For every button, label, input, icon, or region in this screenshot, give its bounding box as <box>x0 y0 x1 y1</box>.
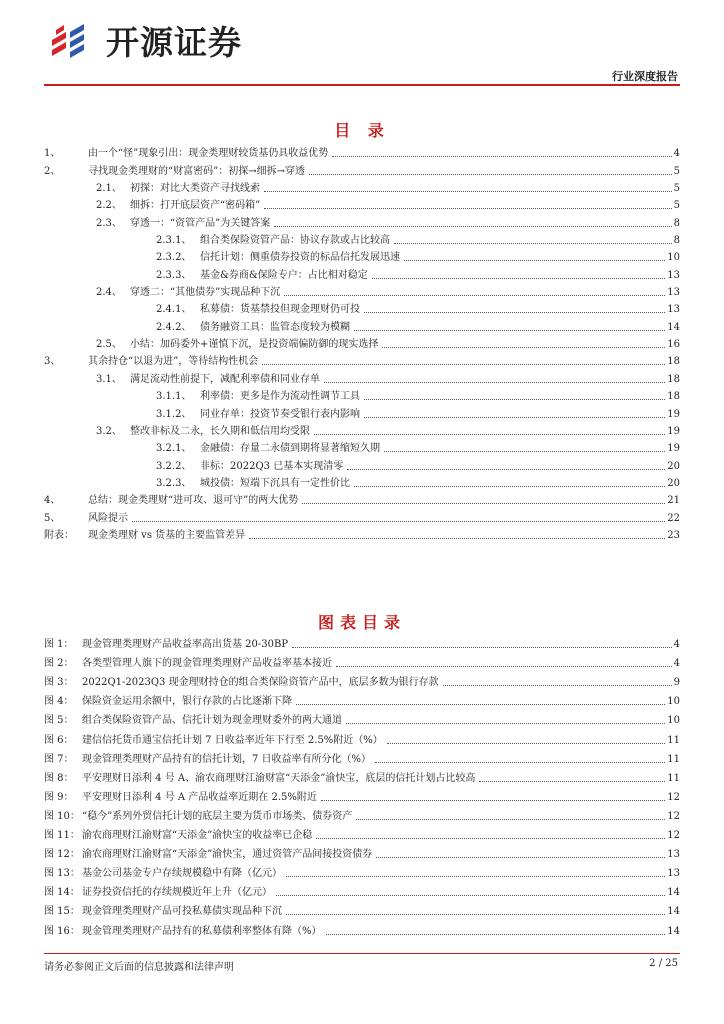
toc-entry-page: 19 <box>667 408 680 420</box>
dot-leader <box>332 156 671 157</box>
toc-entry-page: 5 <box>673 183 680 195</box>
dot-leader <box>372 278 665 279</box>
figure-entry-text: 建信信托货币通宝信托计划 7 日收益率近年下行至 2.5%附近（%） <box>82 734 383 746</box>
figure-entry-text: 平安理财日添利 4 号 A 产品收益率近期在 2.5%附近 <box>82 791 317 803</box>
dot-leader <box>384 451 665 452</box>
figure-entry-text: 现金管理类理财产品可投私募债实现品种下沉 <box>82 906 282 918</box>
dot-leader <box>375 762 665 763</box>
toc-entry-number: 2.1、 <box>96 183 122 195</box>
toc-entry-page: 21 <box>667 495 680 507</box>
toc-entry[interactable] <box>44 212 680 229</box>
toc-entry-number: 2.5、 <box>96 339 122 351</box>
figure-entry-page: 4 <box>673 639 680 651</box>
toc-entry-text: 金融债：存量二永债到期将显著缩短久期 <box>200 443 380 455</box>
figure-entry-text: 现金管理类理财产品持有的私募债利率整体有降（%） <box>82 925 322 937</box>
figure-entry[interactable] <box>44 861 680 880</box>
figure-entry[interactable] <box>44 689 680 708</box>
figure-entry-number: 图 11： <box>44 830 80 842</box>
toc-entry[interactable] <box>44 421 680 438</box>
dot-leader <box>356 819 665 820</box>
toc-entry-text: 信托计划：侧重债券投资的标品信托发展迅速 <box>200 252 400 264</box>
toc-entry[interactable] <box>44 403 680 420</box>
toc-entry[interactable] <box>44 473 680 490</box>
figure-entry[interactable] <box>44 880 680 899</box>
toc-entry[interactable] <box>44 334 680 351</box>
dot-leader <box>132 521 665 522</box>
toc-entry-page: 5 <box>673 165 680 177</box>
dot-leader <box>354 486 665 487</box>
figure-entry-number: 图 12： <box>44 849 80 861</box>
toc-entry-page: 19 <box>667 443 680 455</box>
toc-entry-page: 13 <box>667 287 680 299</box>
toc-entry-number: 5、 <box>44 512 61 524</box>
toc-entry-number: 2.2、 <box>96 200 122 212</box>
figure-entry-number: 图 15： <box>44 906 80 918</box>
toc-entry-page: 18 <box>667 391 680 403</box>
toc-entry-text: 细拆：打开底层资产“密码箱” <box>130 200 261 212</box>
toc-entry-text: 非标：2022Q3 已基本实现清零 <box>200 460 344 472</box>
toc-entry-number: 2.4、 <box>96 287 122 299</box>
figures-title: 图表目录 <box>317 613 406 632</box>
dot-leader <box>309 174 672 175</box>
toc-entry-text: 现金类理财 vs 货基的主要监管差异 <box>88 529 246 541</box>
figure-entry-page: 14 <box>667 925 680 937</box>
toc-entry[interactable] <box>44 386 680 403</box>
toc-entry-number: 2.4.2、 <box>156 321 192 333</box>
toc-entry-number: 1、 <box>44 148 61 160</box>
dot-leader <box>314 434 665 435</box>
dot-leader <box>296 704 665 705</box>
toc-entry-number: 3.1、 <box>96 373 122 385</box>
figure-entry-page: 12 <box>667 791 680 803</box>
toc-entry-page: 13 <box>667 269 680 281</box>
figure-entry-number: 图 1： <box>44 639 74 651</box>
figure-entry-number: 图 7： <box>44 753 74 765</box>
dot-leader <box>284 295 665 296</box>
dot-leader <box>286 914 665 915</box>
toc-entry[interactable] <box>44 264 680 281</box>
toc-entry-number: 2.3.2、 <box>156 252 192 264</box>
toc-entry-text: 穿透二：“其他债券”实现品种下沉 <box>130 287 281 299</box>
toc-entry[interactable] <box>44 160 680 177</box>
dot-leader <box>443 685 672 686</box>
figure-entry-number: 图 6： <box>44 734 74 746</box>
toc-entry-number: 2.4.1、 <box>156 304 192 316</box>
header-divider <box>44 84 680 86</box>
figure-entry-number: 图 16： <box>44 925 80 937</box>
toc-entry-text: 私募债：货基禁投但现金理财仍可投 <box>200 304 360 316</box>
figure-entry-page: 10 <box>667 696 680 708</box>
figure-entry-text: 证券投资信托的存续规模近年上升（亿元） <box>82 887 272 899</box>
figure-entry-number: 图 13： <box>44 868 80 880</box>
figure-entry-number: 图 3： <box>44 677 74 689</box>
dot-leader <box>382 347 665 348</box>
figure-entry-text: 保险资金运用余额中，银行存款的占比逐渐下降 <box>82 696 292 708</box>
toc-entry-number: 2.3.1、 <box>156 235 192 247</box>
figure-entry-number: 图 14： <box>44 887 80 899</box>
toc-entry[interactable] <box>44 247 680 264</box>
toc-entry-page: 10 <box>667 252 680 264</box>
dot-leader <box>324 382 665 383</box>
figure-entry[interactable] <box>44 785 680 804</box>
toc-entry[interactable] <box>44 438 680 455</box>
toc-title: 目 录 <box>334 121 390 140</box>
figure-entry-number: 图 5： <box>44 715 74 727</box>
toc-entry[interactable] <box>44 178 680 195</box>
toc-entry-text: 城投债：短端下沉具有一定性价比 <box>200 477 350 489</box>
dot-leader <box>354 330 665 331</box>
dot-leader <box>364 399 665 400</box>
figure-entry-page: 10 <box>667 715 680 727</box>
toc-entry[interactable] <box>44 282 680 299</box>
toc-entry-page: 16 <box>667 339 680 351</box>
figure-entry-page: 11 <box>667 734 680 746</box>
figure-entry-number: 图 10： <box>44 810 80 822</box>
toc-entry-number: 2.3、 <box>96 217 122 229</box>
toc-entry-text: 寻找现金类理财的“财富密码”：初探→细拆→穿透 <box>88 165 305 177</box>
toc-entry-text: 组合类保险资管产品：协议存款或占比较高 <box>200 235 390 247</box>
toc-entry-page: 19 <box>667 425 680 437</box>
dot-leader <box>404 260 665 261</box>
dot-leader <box>249 538 665 539</box>
toc-entry-number: 4、 <box>44 495 61 507</box>
toc-entry-text: 同业存单：投资节奏受银行表内影响 <box>200 408 360 420</box>
toc-entry-page: 4 <box>673 148 680 160</box>
dot-leader <box>262 364 665 365</box>
toc-entry[interactable] <box>44 351 680 368</box>
figure-entry[interactable] <box>44 708 680 727</box>
figure-entry[interactable] <box>44 670 680 689</box>
toc-entry-text: 风险提示 <box>88 512 128 524</box>
figure-entry[interactable] <box>44 804 680 823</box>
figure-entry[interactable] <box>44 899 680 918</box>
figure-entry[interactable] <box>44 727 680 746</box>
footer-divider <box>44 953 680 954</box>
figure-entry[interactable] <box>44 632 680 651</box>
dot-leader <box>326 934 666 935</box>
footer-disclaimer: 请务必参阅正文后面的信息披露和法律声明 <box>44 962 234 973</box>
toc-entry-page: 20 <box>667 460 680 472</box>
toc-entry-page: 5 <box>673 200 680 212</box>
figure-entry-text: 现金管理类理财产品收益率高出货基 20-30BP <box>82 639 289 651</box>
brand-name: 开源证券 <box>106 23 242 62</box>
toc-entry[interactable] <box>44 525 680 542</box>
document-type: 行业深度报告 <box>612 70 678 83</box>
page-number: 2 / 25 <box>649 958 678 969</box>
toc-entry-number: 3.2.2、 <box>156 460 192 472</box>
figure-entry-page: 14 <box>667 887 680 899</box>
figure-entry[interactable] <box>44 651 680 670</box>
toc-entry-number: 附表： <box>44 529 74 541</box>
toc-entry[interactable] <box>44 143 680 160</box>
figure-entry-page: 13 <box>667 849 680 861</box>
toc-entry-page: 8 <box>673 235 680 247</box>
toc-entry[interactable] <box>44 195 680 212</box>
dot-leader <box>302 503 665 504</box>
toc-entry-page: 23 <box>667 529 680 541</box>
toc-entry-page: 14 <box>667 321 680 333</box>
dot-leader <box>316 838 665 839</box>
toc-entry[interactable] <box>44 507 680 524</box>
dot-leader <box>321 800 665 801</box>
toc-entry-number: 3.2.3、 <box>156 477 192 489</box>
dot-leader <box>394 243 672 244</box>
figure-entry-number: 图 9： <box>44 791 74 803</box>
toc-entry-number: 3、 <box>44 356 61 368</box>
toc-entry-text: 初探：对比大类资产寻找线索 <box>130 183 260 195</box>
figure-entry-text: 各类型管理人旗下的现金管理类理财产品收益率基本接近 <box>82 658 332 670</box>
brand-mark-icon <box>44 20 102 66</box>
figure-entry-page: 11 <box>667 772 680 784</box>
figure-entry-text: 现金管理类理财产品持有的信托计划，7 日收益率有所分化（%） <box>82 753 372 765</box>
toc-entry[interactable] <box>44 230 680 247</box>
dot-leader <box>336 666 672 667</box>
toc-entry-text: 穿透一：“资管产品”为关键答案 <box>130 217 271 229</box>
toc-entry-text: 债务融资工具：监管态度较为模糊 <box>200 321 350 333</box>
toc-entry-number: 2、 <box>44 165 61 177</box>
toc-entry-text: 基金&券商&保险专户：占比相对稳定 <box>200 269 368 281</box>
figure-entry-number: 图 2： <box>44 658 74 670</box>
figure-entry-text: “稳今”系列外贸信托计划的底层主要为货币市场类、债券资产 <box>82 810 353 822</box>
dot-leader <box>346 723 665 724</box>
figure-entry-page: 14 <box>667 906 680 918</box>
brand-logo <box>44 20 284 66</box>
figure-entry-text: 组合类保险资管产品、信托计划为现金理财委外的两大通道 <box>82 715 342 727</box>
toc-entry-text: 总结：现金类理财“进可攻、退可守”的两大优势 <box>88 495 299 507</box>
toc-entry-page: 13 <box>667 304 680 316</box>
dot-leader <box>376 857 665 858</box>
dot-leader <box>364 312 665 313</box>
dot-leader <box>364 417 665 418</box>
dot-leader <box>264 208 671 209</box>
toc-entry[interactable] <box>44 368 680 385</box>
figure-entry-page: 9 <box>673 677 680 689</box>
toc-entry-number: 3.1.1、 <box>156 391 192 403</box>
figure-entry[interactable] <box>44 766 680 785</box>
figure-entry-page: 13 <box>667 868 680 880</box>
toc-entry-page: 20 <box>667 477 680 489</box>
dot-leader <box>479 781 665 782</box>
dot-leader <box>274 226 671 227</box>
toc-entry-text: 其余持仓“以退为进”，等待结构性机会 <box>88 356 259 368</box>
dot-leader <box>286 876 665 877</box>
figure-entry-page: 12 <box>667 810 680 822</box>
figure-entry-text: 渝农商理财江渝财富“天添金”渝快宝的收益率已企稳 <box>82 830 313 842</box>
dot-leader <box>387 743 665 744</box>
dot-leader <box>292 647 672 648</box>
dot-leader <box>347 469 665 470</box>
figure-entry[interactable] <box>44 918 680 937</box>
toc-entry-text: 由一个“怪”现象引出：现金类理财较货基仍具收益优势 <box>88 148 329 160</box>
toc-entry-page: 8 <box>673 217 680 229</box>
figure-list <box>44 632 680 938</box>
figure-entry-number: 图 8： <box>44 772 74 784</box>
figure-entry-text: 渝农商理财江渝财富“天添金”渝快宝，通过资管产品间接投资债券 <box>82 849 373 861</box>
toc-entry[interactable] <box>44 316 680 333</box>
dot-leader <box>264 191 672 192</box>
toc-entry-page: 22 <box>667 512 680 524</box>
toc-entry[interactable] <box>44 455 680 472</box>
toc-entry-text: 满足流动性前提下，减配利率债和同业存单 <box>130 373 320 385</box>
toc-entry-page: 18 <box>667 373 680 385</box>
toc-entry-text: 小结：加码委外+谨慎下沉，是投资端偏防御的现实选择 <box>130 339 379 351</box>
figure-entry[interactable] <box>44 747 680 766</box>
toc-list <box>44 143 680 542</box>
toc-entry[interactable] <box>44 490 680 507</box>
figure-entry-text: 2022Q1-2023Q3 现金理财持仓的组合类保险资管产品中，底层多数为银行存款 <box>82 677 439 689</box>
toc-entry-number: 2.3.3、 <box>156 269 192 281</box>
figure-entry-page: 4 <box>673 658 680 670</box>
figure-entry[interactable] <box>44 842 680 861</box>
toc-entry-page: 18 <box>667 356 680 368</box>
toc-entry-text: 整改非标及二永，长久期和低信用均受限 <box>130 425 310 437</box>
figure-entry-text: 基金公司基金专户存续规模稳中有降（亿元） <box>82 868 282 880</box>
toc-entry[interactable] <box>44 299 680 316</box>
toc-entry-number: 3.2.1、 <box>156 443 192 455</box>
figure-entry-page: 11 <box>667 753 680 765</box>
figure-entry[interactable] <box>44 823 680 842</box>
figure-entry-number: 图 4： <box>44 696 74 708</box>
figure-entry-page: 12 <box>667 830 680 842</box>
toc-entry-number: 3.2、 <box>96 425 122 437</box>
figure-entry-text: 平安理财日添利 4 号 A、渝农商理财江渝财富“天添金”渝快宝，底层的信托计划占比较高 <box>82 772 476 784</box>
toc-entry-text: 利率债：更多是作为流动性调节工具 <box>200 391 360 403</box>
dot-leader <box>276 895 665 896</box>
toc-entry-number: 3.1.2、 <box>156 408 192 420</box>
